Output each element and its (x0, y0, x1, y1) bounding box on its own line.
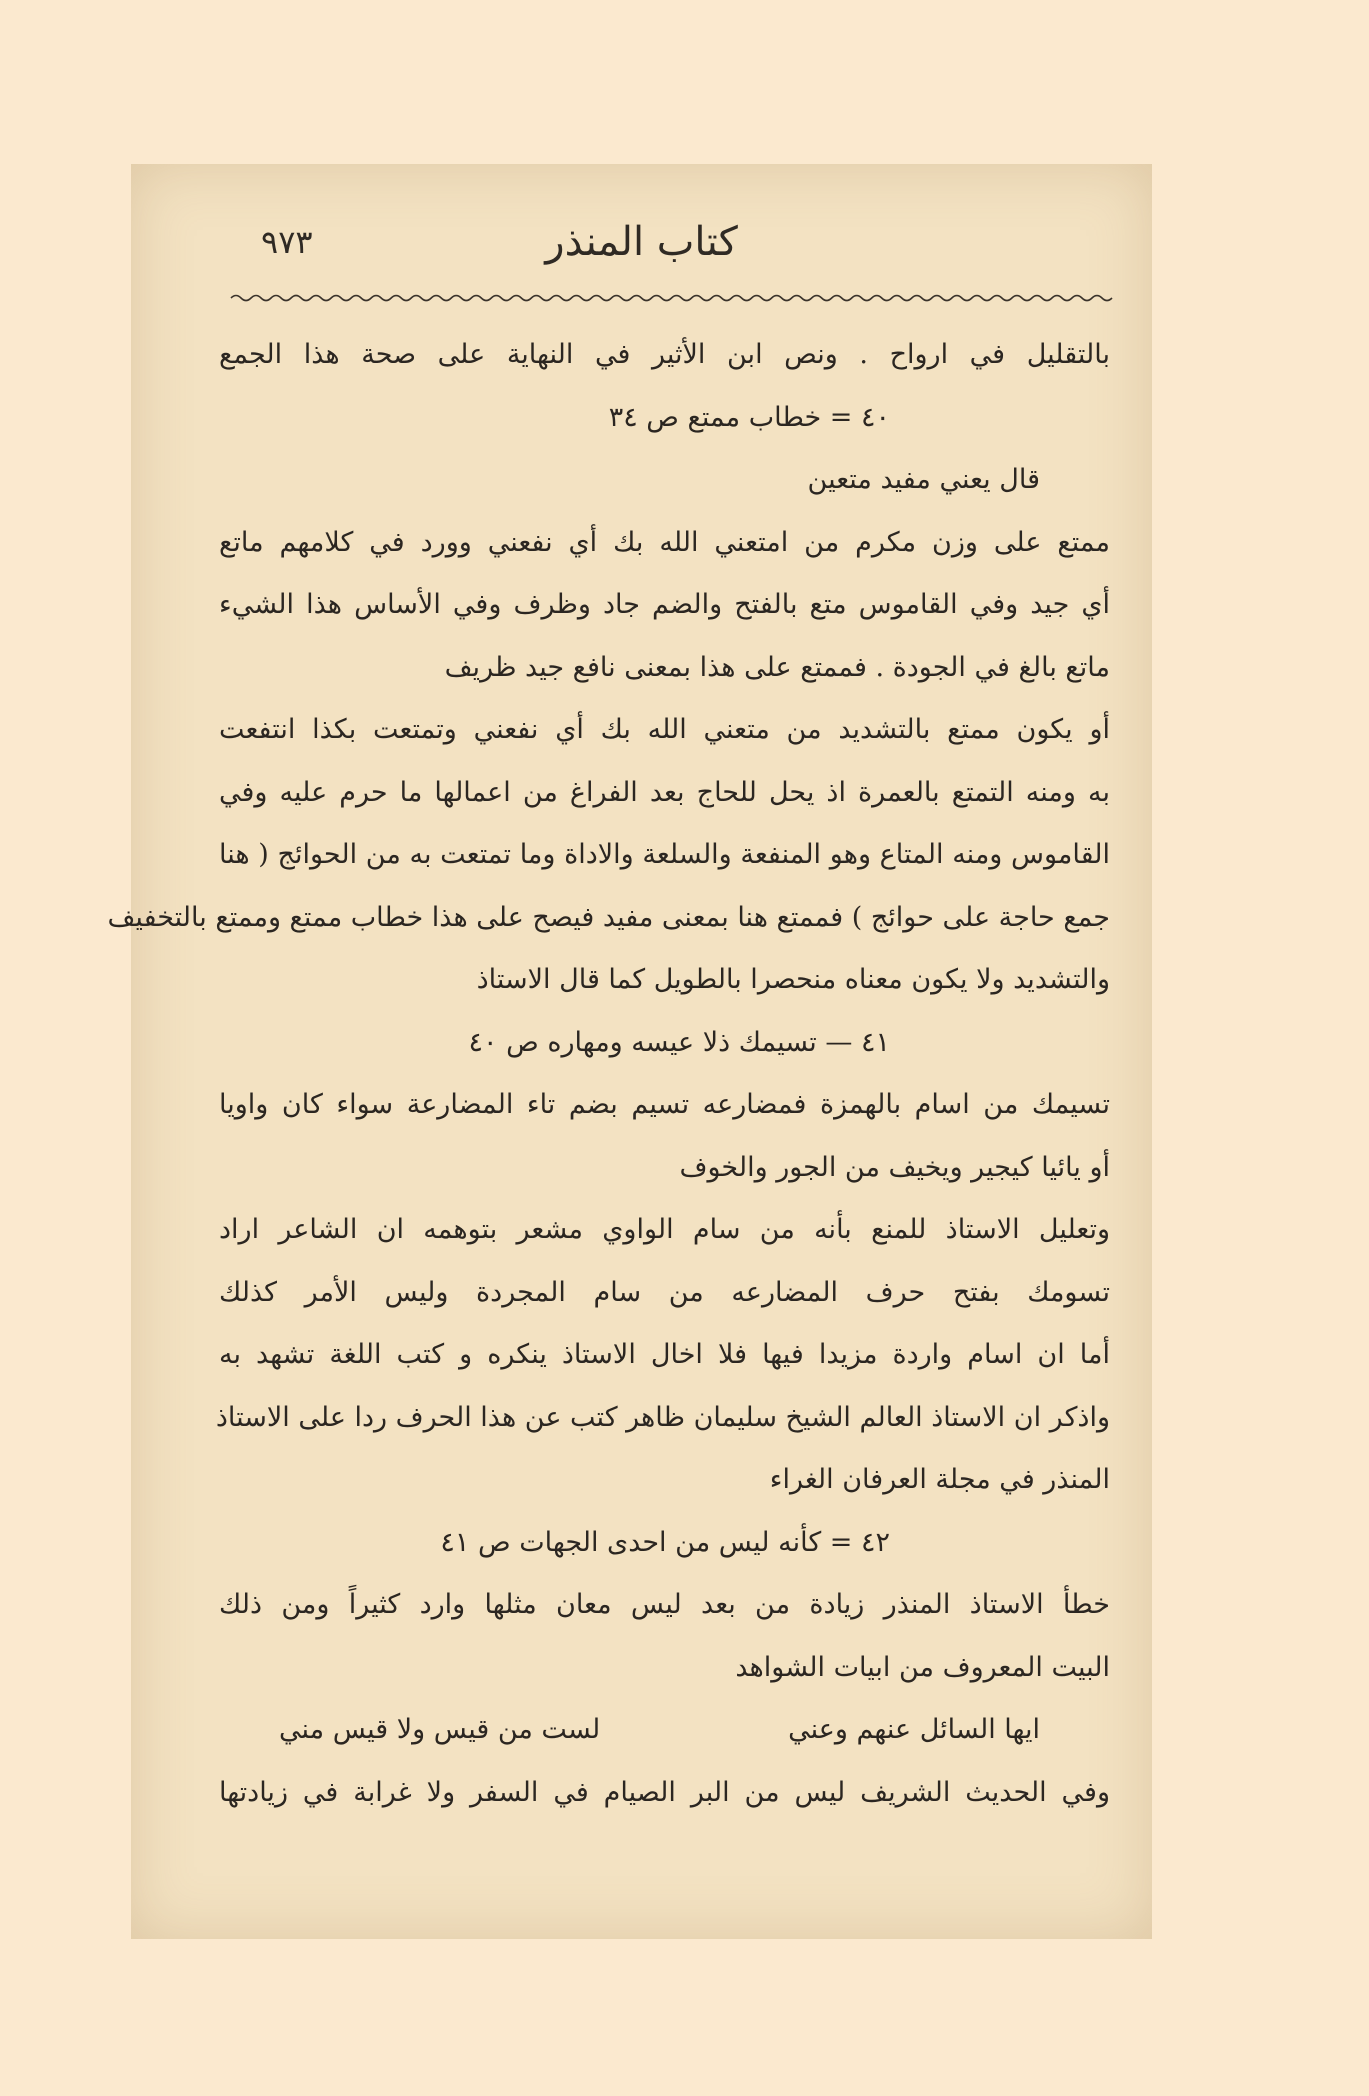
verse-line (219, 1699, 1110, 1762)
text-line: المنذر في مجلة العرفان الغراء (769, 1464, 1110, 1495)
text-line: به ومنه التمتع بالعمرة اذ يحل للحاج بعد الفراغ من اعمالها ما حرم عليه وفي (219, 776, 1110, 808)
wavy-rule-svg (231, 292, 1112, 304)
text-line: أما ان اسام واردة مزيدا فيها فلا اخال الاستاذ ينكره و كتب اللغة تشهد به (219, 1339, 1110, 1370)
entry-heading-40: ٤٠ = خطاب ممتع ص ٣٤ (608, 401, 890, 433)
text-line: واذكر ان الاستاذ العالم الشيخ سليمان ظاهر كتب عن هذا الحرف ردا على الاستاذ (215, 1401, 1110, 1433)
verse-first-hemistich: ايها السائل عنهم وعني (788, 1714, 1040, 1745)
page-number: ٩٧٣ (261, 223, 313, 261)
running-head (231, 219, 1052, 279)
text-line: قال يعني مفيد متعين (807, 464, 1040, 495)
text-line: ماتع بالغ في الجودة . فممتع على هذا بمعنى نافع جيد ظريف (444, 651, 1110, 683)
page-sheet (107, 164, 1152, 1939)
text-line: تسومك بفتح حرف المضارعه من سام المجردة وليس الأمر كذلك (219, 1276, 1110, 1308)
text-line: أي جيد وفي القاموس متع بالفتح والضم جاد وظرف وفي الأساس هذا الشيء (219, 589, 1110, 620)
entry-heading-41: ٤١ — تسيمك ذلا عيسه ومهاره ص ٤٠ (468, 1026, 890, 1058)
text-line: جمع حاجة على حوائج ) فممتع هنا بمعنى مفيد فيصح على هذا خطاب ممتع وممتع بالتخفيف (107, 901, 1110, 933)
text-line: تسيمك من اسام بالهمزة فمضارعه تسيم بضم تاء المضارعة سواء كان واويا (219, 1089, 1110, 1120)
verse-second-hemistich: لست من قيس ولا قيس مني (279, 1714, 601, 1745)
wavy-rule-divider (231, 292, 1112, 304)
book-title: كتاب المنذر (545, 219, 738, 265)
text-line: أو يكون ممتع بالتشديد من متعني الله بك أي نفعني وتمتعت بكذا انتفعت (219, 714, 1110, 745)
text-line: خطأ الاستاذ المنذر زيادة من بعد ليس معان مثلها وارد كثيراً ومن ذلك (219, 1589, 1110, 1620)
text-line: بالتقليل في ارواح . ونص ابن الأثير في النهاية على صحة هذا الجمع (219, 339, 1110, 370)
body-text (107, 324, 1110, 1824)
text-line: أو يائيا كيجير ويخيف من الجور والخوف (679, 1151, 1110, 1183)
text-line: وتعليل الاستاذ للمنع بأنه من سام الواوي مشعر بتوهمه ان الشاعر اراد (219, 1214, 1110, 1245)
text-line: البيت المعروف من ابيات الشواهد (735, 1651, 1110, 1683)
text-line: القاموس ومنه المتاع وهو المنفعة والسلعة والاداة وما تمتعت به من الحوائج ( هنا (219, 839, 1110, 870)
text-line: والتشديد ولا يكون معناه منحصرا بالطويل كما قال الاستاذ (476, 964, 1110, 995)
text-line: وفي الحديث الشريف ليس من البر الصيام في السفر ولا غرابة في زيادتها (219, 1776, 1110, 1808)
entry-heading-42: ٤٢ = كأنه ليس من احدى الجهات ص ٤١ (440, 1526, 890, 1558)
text-line: ممتع على وزن مكرم من امتعني الله بك أي نفعني وورد في كلامهم ماتع (219, 526, 1110, 558)
